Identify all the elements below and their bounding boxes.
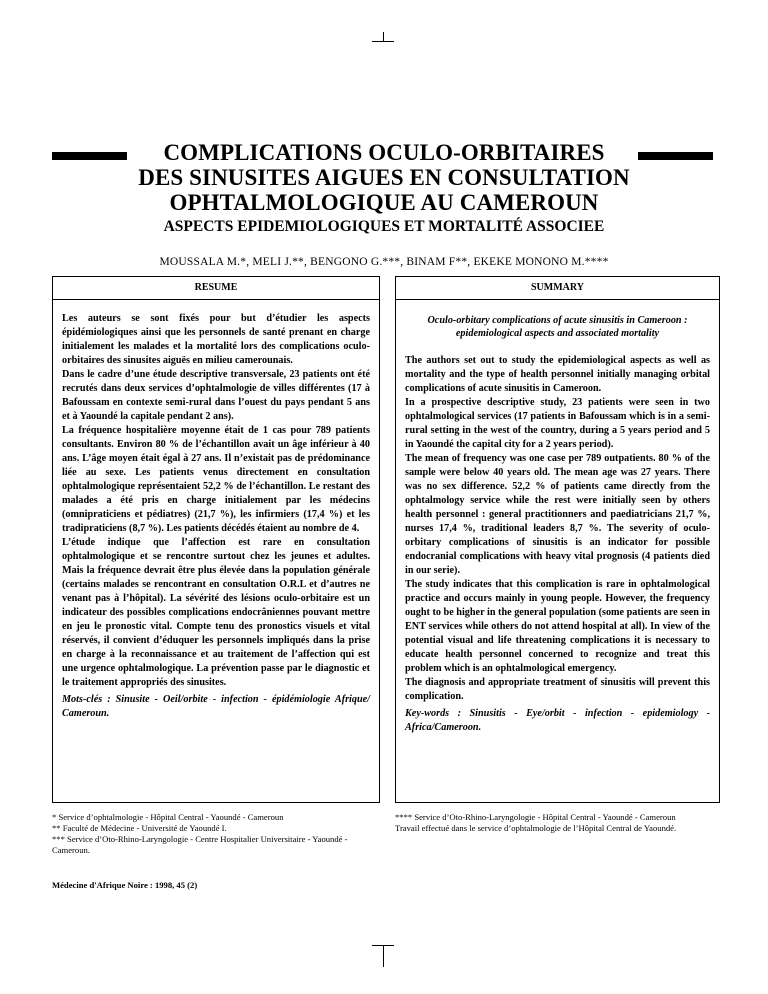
resume-body: [53, 300, 379, 721]
resume-box: [52, 276, 380, 803]
resume-paragraph: L’étude indique que l’affection est rare en consultation ophtalmologique et se rencontre surtout chez les jeunes et adultes. Mais la fréquence devrait être plus élevée dans la population générale (certains malades se rencontrant en consultation O.R.L et d’autres ne venant pas à l’hôpital). La sévérité des lésions oculo-orbitaire est un indicateur des possibles complications endocrâniennes pouvant mettre en jeu le pronostic vital. Compte tenu des pronostics visuels et vital réservés, il convient d’éduquer les personnels impliqués dans la prise en charge à la reconnaissance et au traitement de l’affection qui est une urgence ophtalmologique. La prévention passe par le diagnostic et le traitement appropriés des sinusites.: [62, 537, 370, 688]
crop-mark-bottom-vertical: [383, 945, 384, 967]
title-line-2: DES SINUSITES AIGUES EN CONSULTATION: [138, 165, 630, 190]
title-bar-right: [638, 152, 713, 160]
title-line-3: OPHTALMOLOGIQUE AU CAMEROUN: [169, 190, 599, 215]
resume-paragraph: Les auteurs se sont fixés pour but d’étudier les aspects épidémiologiques ainsi que les personnels de santé prenant en charge initialement les malades et la mortalité lors des complications oculo-orbitaires des sinusites aiguës en milieu camerounais.: [62, 313, 370, 366]
resume-paragraph: La fréquence hospitalière moyenne était de 1 cas pour 789 patients consultants. Environ 80 % de l’échantillon avait un âge inférieur à 40 ans. L’âge moyen était égal à 27 ans. Il n’existait pas de prédominance liée au sexe. Les patients venus directement en consultation ophtalmologique représentaient 52,2 % de l’échantillon. Le restant des malades a été pris en charge initialement par les médecins (omnipraticiens et pédiatres) (21,7 %), les infirmiers (17,4 %) et les tradipraticiens (8,7 %). Les patients décédés étaient au nombre de 4.: [62, 425, 370, 534]
article-title: [120, 140, 648, 215]
resume-keywords: Mots-clés : Sinusite - Oeil/orbite - infection - épidémiologie Afrique/ Cameroun.: [62, 694, 370, 719]
summary-heading: SUMMARY: [531, 282, 584, 293]
summary-paragraph: The study indicates that this complication is rare in ophtalmological practice and occurs mainly in young people. However, the frequency ought to be higher in the general population (some patients are seen in ENT services while others do not attend hospital at all). In view of the potential visual and life threatening complications it is necessary to educate health personnel concerned to recognize and treat this problem which is an ophtalmological emergency.: [405, 579, 710, 674]
resume-heading: RESUME: [194, 282, 238, 293]
summary-paragraph: In a prospective descriptive study, 23 patients were seen in two ophtalmological services (17 patients in Bafoussam which is in a semi-rural setting in the west of the country, during a 5 years period and 5 in Yaoundé the capital city for a 2 years period).: [405, 397, 710, 450]
resume-paragraph: Dans le cadre d’une étude descriptive transversale, 23 patients ont été recrutés dans deux services d’ophtalmologie de villes différentes (17 à Bafoussam en contexte semi-rural dans l’ouest du pays pendant 5 ans et à Yaoundé la capitale pendant 2 ans).: [62, 369, 370, 422]
summary-paragraph: The authors set out to study the epidemiological aspects as well as mortality and the type of health personnel initially managing orbital complications of acute sinusitis in Cameroon.: [405, 355, 710, 394]
title-bar-left: [52, 152, 127, 160]
summary-paragraph: The diagnosis and appropriate treatment of sinusitis will prevent this complication.: [405, 677, 710, 702]
summary-box: [395, 276, 720, 803]
summary-paragraph: The mean of frequency was one case per 789 outpatients. 80 % of the sample were below 40 years old. The mean age was 27 years. There was no sex difference. 52,2 % of patients came directly from the ophtalmology service while the rest were initially seen by others health personnel : general practitionners and paediatricians 21,7 %, nurses 17,4 %, traditional leaders 8,7 %. The severity of oculo-orbitary complications of sinusitis is an indicator for possible endocranial complications with heavy vital prognosis (4 patients died in our serie).: [405, 453, 710, 576]
footnote: *** Service d’Oto-Rhino-Laryngologie - Centre Hospitalier Universitaire - Yaoundé - Cameroun.: [52, 834, 348, 855]
footnote: ** Faculté de Médecine - Université de Yaoundé I.: [52, 823, 227, 833]
summary-english-title: Oculo-orbitary complications of acute sinusitis in Cameroon : epidemiological aspects and associated mortality: [427, 315, 688, 339]
summary-keywords: Key-words : Sinusitis - Eye/orbit - infection - epidemiology - Africa/Cameroon.: [405, 708, 710, 733]
footnote: Travail effectué dans le service d’ophtalmologie de l’Hôpital Central de Yaoundé.: [395, 823, 677, 833]
article-subtitle: ASPECTS EPIDEMIOLOGIQUES ET MORTALITÉ ASSOCIEE: [163, 218, 605, 235]
footnote: * Service d’ophtalmologie - Hôpital Central - Yaoundé - Cameroun: [52, 812, 284, 822]
journal-citation: Médecine d'Afrique Noire : 1998, 45 (2): [52, 880, 198, 890]
footnotes-right: [395, 812, 720, 834]
title-line-1: COMPLICATIONS OCULO-ORBITAIRES: [163, 140, 605, 165]
footnotes-left: [52, 812, 382, 856]
crop-mark-top-vertical: [383, 32, 384, 42]
footnote: **** Service d’Oto-Rhino-Laryngologie - Hôpital Central - Yaoundé - Cameroun: [395, 812, 676, 822]
summary-body: [396, 340, 719, 735]
author-list: MOUSSALA M.*, MELI J.**, BENGONO G.***, BINAM F**, EKEKE MONONO M.****: [159, 256, 609, 268]
